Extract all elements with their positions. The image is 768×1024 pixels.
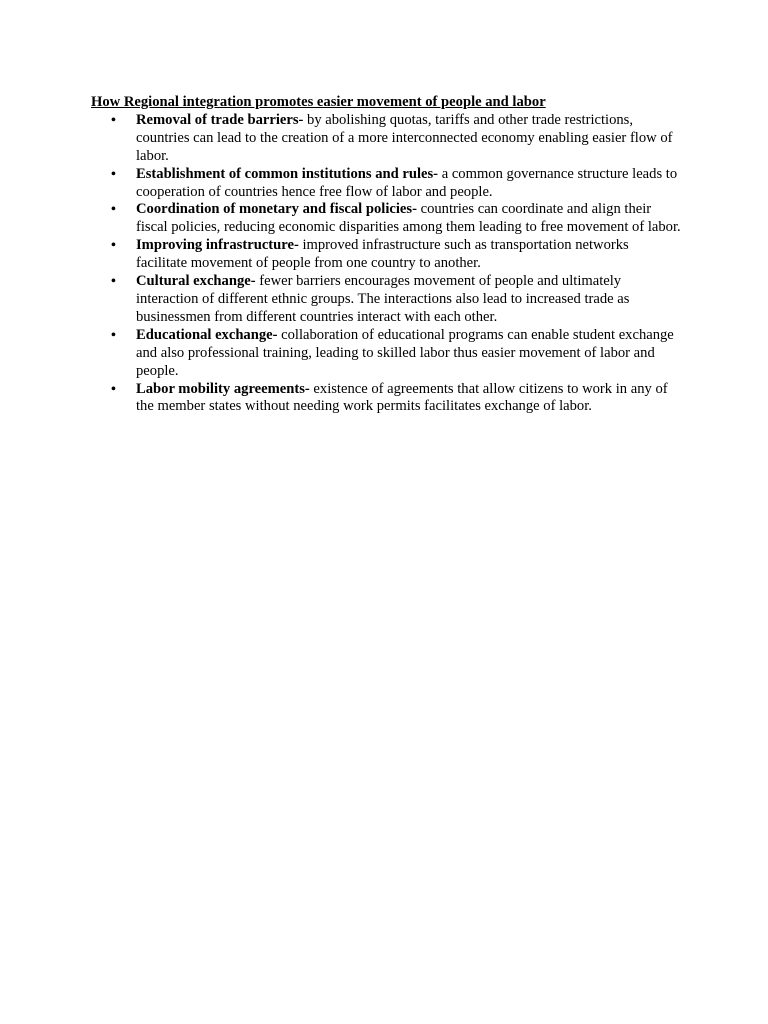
list-item xyxy=(91,112,681,166)
item-term: Coordination of monetary and fiscal policies- xyxy=(136,201,417,218)
list-item xyxy=(91,237,681,273)
item-term: Establishment of common institutions and rules- xyxy=(136,165,439,182)
item-term: Removal of trade barriers- xyxy=(136,111,304,128)
item-term: Labor mobility agreements- xyxy=(136,380,310,397)
document-body xyxy=(91,94,681,416)
bullet-icon: • xyxy=(111,112,116,128)
item-text: existence of agreements that allow citizens to work in any of the member states without needing work permits facilitates exchange of labor. xyxy=(136,380,668,415)
list-item xyxy=(91,273,681,327)
list-item xyxy=(91,201,681,237)
item-term: Educational exchange- xyxy=(136,326,278,343)
item-text: fewer barriers encourages movement of people and ultimately interaction of different ethnic groups. The interactions also lead to increased trade as businessmen from different countries interact with each other. xyxy=(136,273,630,325)
bullet-icon: • xyxy=(111,166,116,182)
bullet-icon: • xyxy=(111,238,116,254)
list-item xyxy=(91,381,681,417)
list-item xyxy=(91,166,681,202)
bullet-list xyxy=(91,112,681,416)
item-term: Improving infrastructure- xyxy=(136,237,299,254)
item-text: a common governance structure leads to cooperation of countries hence free flow of labor and people. xyxy=(136,165,678,200)
bullet-icon: • xyxy=(111,202,116,218)
bullet-icon: • xyxy=(111,274,116,290)
bullet-icon: • xyxy=(111,381,116,397)
item-term: Cultural exchange- xyxy=(136,273,256,290)
item-text: improved infrastructure such as transportation networks facilitate movement of people from one country to another. xyxy=(136,237,629,272)
document-title: How Regional integration promotes easier movement of people and labor xyxy=(91,94,546,110)
item-text: countries can coordinate and align their fiscal policies, reducing economic disparities among them leading to free movement of labor. xyxy=(136,201,681,236)
list-item xyxy=(91,327,681,381)
item-text: by abolishing quotas, tariffs and other trade restrictions, countries can lead to the creation of a more interconnected economy enabling easier flow of labor. xyxy=(136,111,673,164)
item-text: collaboration of educational programs can enable student exchange and also professional training, leading to skilled labor thus easier movement of labor and people. xyxy=(136,326,674,379)
bullet-icon: • xyxy=(111,327,116,343)
